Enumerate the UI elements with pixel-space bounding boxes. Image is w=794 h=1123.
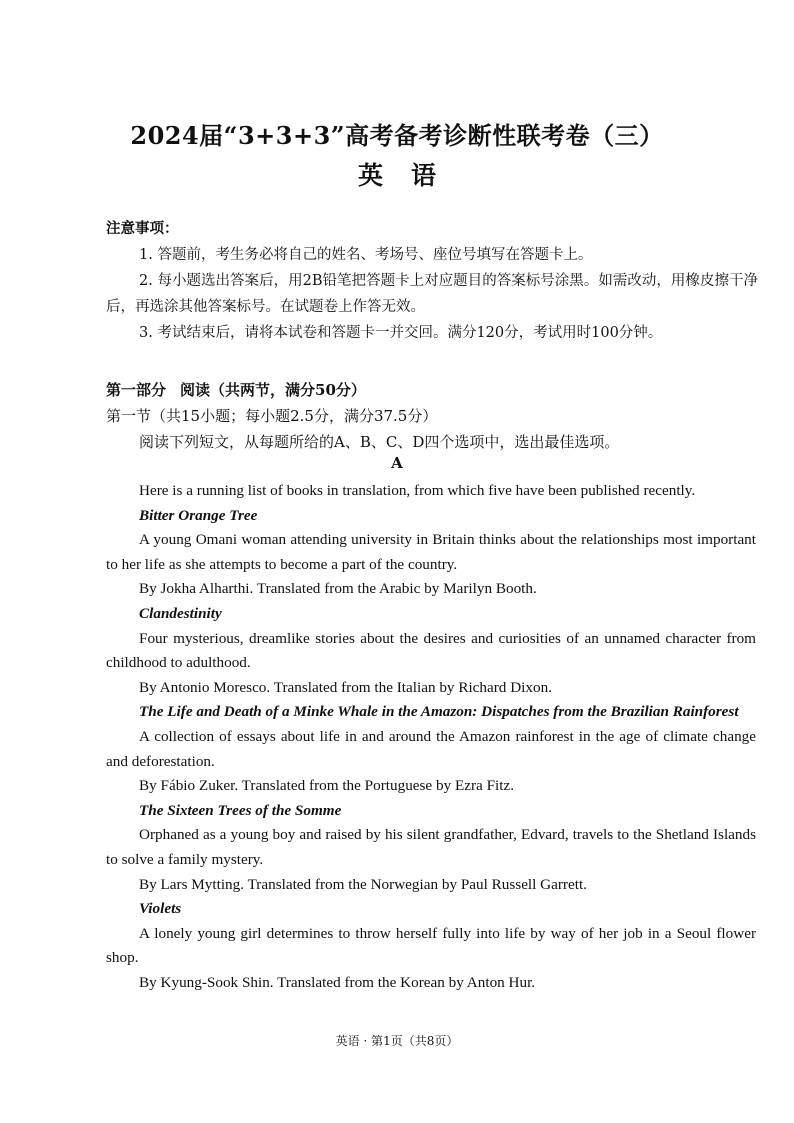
passage-label: A <box>391 454 403 472</box>
page-footer: 英语 · 第1页（共8页） <box>335 1034 459 1048</box>
book-title: The Sixteen Trees of the Somme <box>139 801 342 819</box>
book-description: Orphaned as a young boy and raised by his silent grandfather, Edvard, travels to the Shetland Islands to solve a family mystery. <box>106 826 756 868</box>
part-label: 第一部分 <box>106 381 167 399</box>
section-instruction: 阅读下列短文，从每题所给的A、B、C、D四个选项中，选出最佳选项。 <box>139 433 620 451</box>
section-header <box>106 377 758 455</box>
notice-item-2: 2. 每小题选出答案后，用2B铅笔把答题卡上对应题目的答案标号涂黑。如需改动，用橡皮擦干净后，再选涂其他答案标号。在试题卷上作答无效。 <box>106 273 758 315</box>
passage-body <box>106 479 756 995</box>
exam-subject: 英语 <box>357 161 464 190</box>
book-title: Bitter Orange Tree <box>139 506 258 524</box>
notice-block <box>106 216 758 346</box>
book-description: A lonely young girl determines to throw herself fully into life by way of her job in a Seoul flower shop. <box>106 924 756 967</box>
part-heading <box>106 377 758 403</box>
notice-item-3: 3. 考试结束后，请将本试卷和答题卡一并交回。满分120分，考试用时100分钟。 <box>139 325 663 341</box>
book-title: Clandestinity <box>139 604 222 622</box>
passage-intro: Here is a running list of books in translation, from which five have been published recently. <box>139 482 696 499</box>
notice-heading: 注意事项： <box>106 220 179 237</box>
book-credit: By Jokha Alharthi. Translated from the Arabic by Marilyn Booth. <box>139 580 537 598</box>
book-credit: By Kyung-Sook Shin. Translated from the Korean by Anton Hur. <box>139 973 536 991</box>
book-description: A collection of essays about life in and around the Amazon rainforest in the age of climate change and deforestation. <box>106 727 756 770</box>
book-title: Violets <box>139 900 182 918</box>
subsection-heading: 第一节（共15小题；每小题2.5分，满分37.5分） <box>106 407 438 425</box>
book-credit: By Antonio Moresco. Translated from the Italian by Richard Dixon. <box>139 678 552 696</box>
notice-item-1: 1. 答题前，考生务必将自己的姓名、考场号、座位号填写在答题卡上。 <box>139 247 593 263</box>
exam-title: 2024届“3+3+3”高考备考诊断性联考卷（三） <box>130 121 664 150</box>
part-name: 阅读（共两节，满分50分） <box>180 381 366 399</box>
book-credit: By Fábio Zuker. Translated from the Portuguese by Ezra Fitz. <box>139 777 514 795</box>
book-title: The Life and Death of a Minke Whale in the Amazon: Dispatches from the Brazilian Rainforest <box>139 703 739 721</box>
book-credit: By Lars Mytting. Translated from the Norwegian by Paul Russell Garrett. <box>139 875 587 893</box>
book-description: A young Omani woman attending university in Britain thinks about the relationships most important to her life as she attempts to become a part of the country. <box>106 531 756 573</box>
book-description: Four mysterious, dreamlike stories about the desires and curiosities of an unnamed character from childhood to adulthood. <box>106 629 756 672</box>
